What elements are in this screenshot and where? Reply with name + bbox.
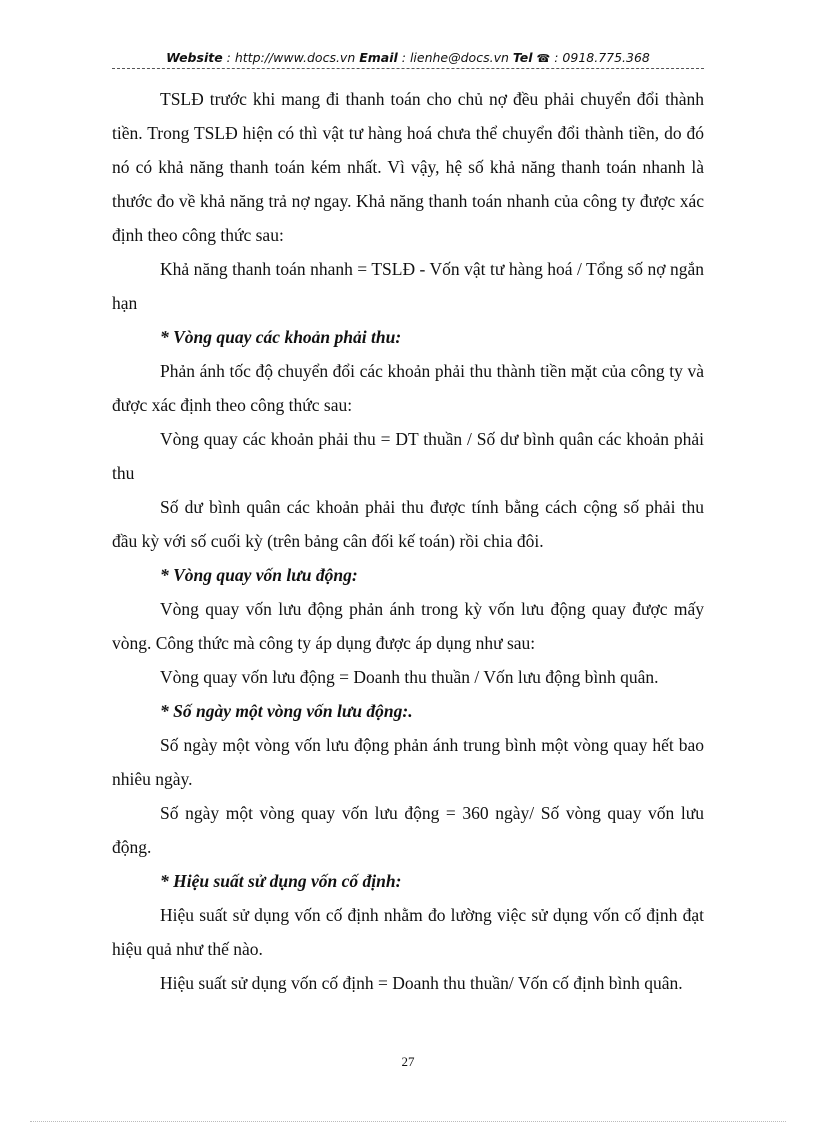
page-header [112,50,704,70]
paragraph: Vòng quay vốn lưu động phản ánh trong kỳ vốn lưu động quay được mấy vòng. Công thức mà công ty áp dụng được áp dụng như sau: [112,599,704,653]
website-value: : http://www.docs.vn [222,50,360,65]
page-number: 27 [401,1054,415,1069]
email-value: : lienhe@docs.vn [397,50,513,65]
header-divider [112,68,704,69]
email-label: Email [359,50,398,65]
paragraph: TSLĐ trước khi mang đi thanh toán cho chủ nợ đều phải chuyển đổi thành tiền. Trong TSLĐ hiện có thì vật tư hàng hoá chưa thể chuyển đổi thành tiền, do đó nó có khả năng thanh toán kém nhất. Vì vậy, hệ số khả năng thanh toán nhanh là thước đo về khả năng trả nợ ngay. Khả năng thanh toán nhanh của công ty được xác định theo công thức sau: [112,89,704,245]
formula-days-per-cycle: Số ngày một vòng quay vốn lưu động = 360 ngày/ Số vòng quay vốn lưu động. [112,803,704,857]
section-heading: * Số ngày một vòng vốn lưu động:. [160,701,413,721]
tel-label: Tel [512,50,533,65]
paragraph: Số ngày một vòng vốn lưu động phản ánh trung bình một vòng quay hết bao nhiêu ngày. [112,735,704,789]
tel-value: : 0918.775.368 [550,50,650,65]
footer-divider [30,1121,786,1122]
formula-receivables-turnover: Vòng quay các khoản phải thu = DT thuần / Số dư bình quân các khoản phải thu [112,429,704,483]
paragraph: Số dư bình quân các khoản phải thu được tính bằng cách cộng số phải thu đầu kỳ với số cuối kỳ (trên bảng cân đối kế toán) rồi chia đôi. [112,497,704,551]
formula-fixed-asset-efficiency: Hiệu suất sử dụng vốn cố định = Doanh thu thuần/ Vốn cố định bình quân. [160,973,683,993]
formula-working-capital-turnover: Vòng quay vốn lưu động = Doanh thu thuần / Vốn lưu động bình quân. [160,667,659,687]
section-heading: * Vòng quay vốn lưu động: [160,565,358,585]
website-label: Website [166,50,223,65]
document-body [112,82,704,1000]
section-heading: * Vòng quay các khoản phải thu: [160,327,402,347]
formula-quick-ratio: Khả năng thanh toán nhanh = TSLĐ - Vốn vật tư hàng hoá / Tổng số nợ ngắn hạn [112,259,704,313]
paragraph: Hiệu suất sử dụng vốn cố định nhằm đo lường việc sử dụng vốn cố định đạt hiệu quả như thế nào. [112,905,704,959]
paragraph: Phản ánh tốc độ chuyển đổi các khoản phải thu thành tiền mặt của công ty và được xác định theo công thức sau: [112,361,704,415]
section-heading: * Hiệu suất sử dụng vốn cố định: [160,871,402,891]
phone-icon: ☎ [536,52,551,65]
